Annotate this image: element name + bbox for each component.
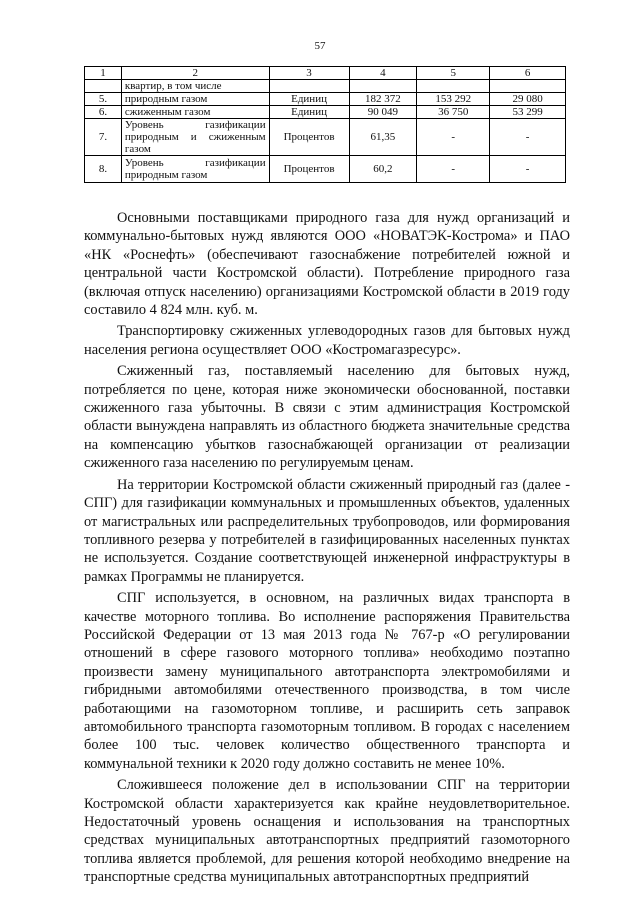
- row-number: 7.: [85, 119, 122, 156]
- row-indicator: [121, 80, 269, 93]
- row-unit: Единиц: [269, 106, 349, 119]
- gasification-table: [84, 66, 566, 183]
- row-value-5: 36 750: [417, 106, 490, 119]
- row-value-5: -: [417, 119, 490, 156]
- paragraph: Основными поставщиками природного газа для нужд организаций и коммунально-бытовых нужд являются ООО «НОВАТЭК-Кострома» и ПАО «НК «Роснефть» (обеспечивают газоснабжение потребителей южной и центральной части Костромской области). Потребление природного газа (включая отпуск населению) организациями Костромской области в 2019 году составило 4 824 млн. куб. м.: [84, 210, 570, 319]
- indicator-line: квартир, в том числе: [124, 80, 222, 92]
- row-value-6: -: [490, 156, 566, 183]
- paragraph: На территории Костромской области сжиженный природный газ (далее - СПГ) для газификации коммунальных и промышленных объектов, удаленных от магистральных или распределительных трубопроводов, или формирования топливного резерва у потребителей в газифицированных населенных пунктах не используется. Создание соответствующей инженерной инфраструктуры в рамках Программы не планируется.: [84, 476, 570, 585]
- table-row: [85, 119, 566, 156]
- row-unit: Процентов: [269, 119, 349, 156]
- table-row: [85, 80, 566, 93]
- indicator-line: Уровень газификации: [124, 119, 266, 131]
- row-indicator: [121, 119, 269, 156]
- paragraph: Сжиженный газ, поставляемый населению для бытовых нужд, потребляется по цене, которая ниже экономически обоснованной, поставки сжиженного газа убыточны. В связи с этим администрация Костромской области вынуждена направлять из областного бюджета значительные средства на компенсацию убытков газоснабжающей организации от реализации сжиженного газа населению по регулируемым ценам.: [84, 363, 570, 472]
- row-value-5: -: [417, 156, 490, 183]
- indicator-line: Уровень газификации: [124, 157, 266, 169]
- indicator-line: природным газом: [124, 93, 208, 105]
- row-indicator: [121, 106, 269, 119]
- header-cell: 6: [490, 67, 566, 80]
- row-value-4: 60,2: [349, 156, 417, 183]
- row-value-6: 29 080: [490, 93, 566, 106]
- row-value-6: [490, 80, 566, 93]
- header-cell: 2: [121, 67, 269, 80]
- row-number: [85, 80, 122, 93]
- row-value-4: 90 049: [349, 106, 417, 119]
- header-cell: 3: [269, 67, 349, 80]
- row-value-5: 153 292: [417, 93, 490, 106]
- row-value-4: 61,35: [349, 119, 417, 156]
- header-cell: 5: [417, 67, 490, 80]
- row-value-5: [417, 80, 490, 93]
- table-row: [85, 156, 566, 183]
- row-value-6: -: [490, 119, 566, 156]
- page-number: 57: [314, 40, 326, 52]
- table-row: [85, 93, 566, 106]
- row-indicator: [121, 156, 269, 183]
- row-indicator: [121, 93, 269, 106]
- row-unit: Единиц: [269, 93, 349, 106]
- table-row: [85, 106, 566, 119]
- indicator-line: газом: [124, 143, 151, 155]
- indicator-line: природным и сжиженным: [124, 131, 266, 143]
- row-number: 6.: [85, 106, 122, 119]
- paragraph: Сложившееся положение дел в использовании СПГ на территории Костромской области характеризуется как крайне неудовлетворительное. Недостаточный уровень оснащения и использования на транспортных средствах муниципальных автотранспортных предприятий газомоторного топлива является проблемой, для решения которой необходимо внедрение на транспортные средства муниципальных автотранспортных предприятий: [84, 777, 570, 886]
- indicator-line: сжиженным газом: [124, 106, 211, 118]
- body-text: [84, 209, 570, 890]
- paragraph: СПГ используется, в основном, на различных видах транспорта в качестве моторного топлива. Во исполнение распоряжения Правительства Российской Федерации от 13 мая 2013 года № 767-р «О регулировании отношений в сфере газового моторного топлива» необходимо поэтапно произвести замену муниципального автотранспорта электромобилями и гибридными автомобилями отечественного производства, в том числе работающими на газомоторном топливе, и расширить сеть заправок автомобильного транспорта газомоторным топливом. В городах с населением более 100 тыс. человек количество общественного транспорта и коммунальной техники к 2020 году должно составить не менее 10%.: [84, 590, 570, 772]
- row-unit: [269, 80, 349, 93]
- header-cell: 1: [85, 67, 122, 80]
- indicator-line: природным газом: [124, 169, 208, 181]
- table-header-row: [85, 67, 566, 80]
- row-value-6: 53 299: [490, 106, 566, 119]
- row-number: 5.: [85, 93, 122, 106]
- row-value-4: 182 372: [349, 93, 417, 106]
- header-cell: 4: [349, 67, 417, 80]
- paragraph: Транспортировку сжиженных углеводородных газов для бытовых нужд населения региона осуществляет ООО «Костромагазресурс».: [84, 323, 570, 358]
- row-value-4: [349, 80, 417, 93]
- row-unit: Процентов: [269, 156, 349, 183]
- row-number: 8.: [85, 156, 122, 183]
